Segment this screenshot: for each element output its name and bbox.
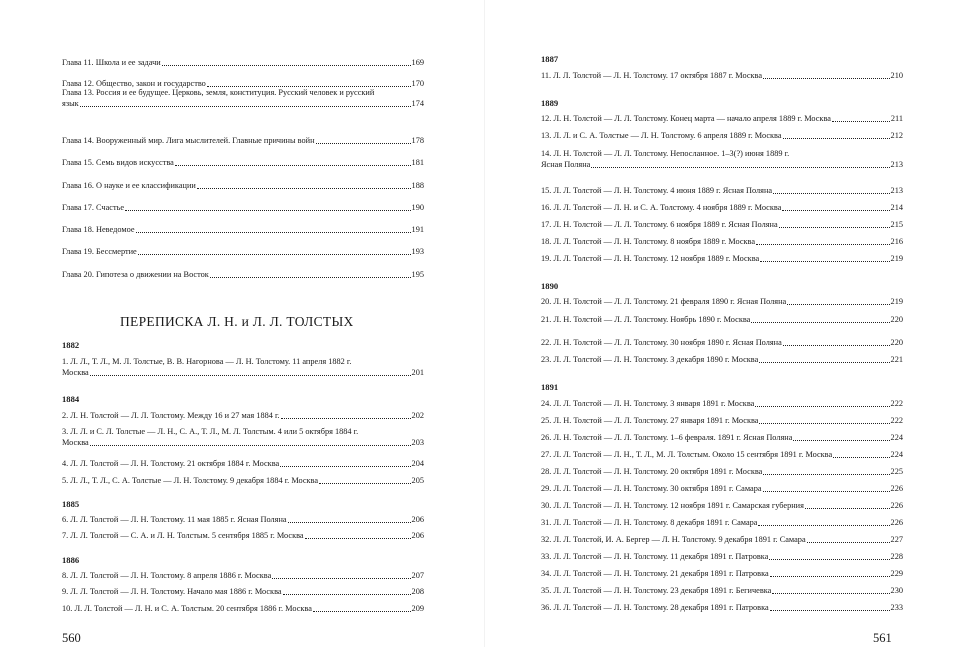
year-heading: 1887 — [541, 54, 559, 64]
leader-dots — [175, 165, 411, 166]
year-heading: 1885 — [62, 499, 80, 509]
entry-row — [541, 202, 903, 213]
entry-row — [541, 500, 903, 511]
leader-dots — [756, 244, 890, 245]
entry-page-number: 226 — [890, 518, 903, 527]
entry-row — [541, 449, 903, 460]
leader-dots — [136, 232, 411, 233]
leader-dots — [763, 491, 890, 492]
entry-page-number: 215 — [890, 220, 903, 229]
entry-row — [62, 57, 424, 68]
entry-row — [62, 367, 424, 378]
entry-row — [541, 483, 903, 494]
entry-page-number: 206 — [411, 515, 424, 524]
entry-text: Москва — [62, 368, 89, 377]
entry-text: 13. Л. Л. и С. А. Толстые — Л. Н. Толстому. 6 апреля 1889 г. Москва — [541, 131, 782, 140]
entry-row — [62, 603, 424, 614]
letter-entry — [62, 410, 424, 421]
entry-text: 2. Л. Н. Толстой — Л. Л. Толстому. Между 16 и 27 мая 1884 г. — [62, 411, 280, 420]
entry-page-number: 188 — [411, 181, 424, 190]
leader-dots — [138, 254, 411, 255]
entry-page-number: 216 — [890, 237, 903, 246]
year-heading: 1882 — [62, 340, 80, 350]
entry-text-line1: Глава 13. Россия и ее будущее. Церковь, земля, конституция. Русский человек и русский — [62, 88, 375, 97]
entry-page-number: 222 — [890, 416, 903, 425]
letter-entry — [62, 426, 424, 448]
entry-text-line1: 1. Л. Л., Т. Л., М. Л. Толстые, В. В. Нагорнова — Л. Н. Толстому. 11 апреля 1882 г. — [62, 357, 352, 366]
leader-dots — [272, 578, 410, 579]
leader-dots — [197, 188, 411, 189]
leader-dots — [805, 508, 890, 509]
chapter-entry — [62, 202, 424, 213]
entry-page-number: 205 — [411, 476, 424, 485]
entry-text: 33. Л. Л. Толстой — Л. Н. Толстому. 11 декабря 1891 г. Патровка — [541, 552, 769, 561]
entry-row — [541, 585, 903, 596]
entry-row — [541, 185, 903, 196]
letter-entry — [541, 466, 903, 477]
entry-page-number: 220 — [890, 315, 903, 324]
entry-text: 10. Л. Л. Толстой — Л. Н. и С. А. Толстым. 20 сентября 1886 г. Москва — [62, 604, 312, 613]
letter-entry — [541, 602, 903, 613]
entry-text: 19. Л. Л. Толстой — Л. Н. Толстому. 12 ноября 1889 г. Москва — [541, 254, 760, 263]
entry-page-number: 207 — [411, 571, 424, 580]
entry-page-number: 170 — [411, 79, 424, 88]
entry-text: Глава 18. Неведомое — [62, 225, 135, 234]
entry-row — [62, 514, 424, 525]
entry-row — [62, 269, 424, 280]
entry-row — [541, 415, 903, 426]
entry-page-number: 233 — [890, 603, 903, 612]
letter-entry — [62, 475, 424, 486]
entry-row — [541, 70, 903, 81]
letter-entry — [541, 202, 903, 213]
entry-text: 9. Л. Л. Толстой — Л. Н. Толстому. Начало мая 1886 г. Москва — [62, 587, 282, 596]
entry-page-number: 211 — [890, 114, 903, 123]
letter-entry — [541, 337, 903, 348]
entry-text: 30. Л. Л. Толстой — Л. Н. Толстому. 12 ноября 1891 г. Самарская губерния — [541, 501, 804, 510]
entry-text: 5. Л. Л., Т. Л., С. А. Толстые — Л. Н. Толстому. 9 декабря 1884 г. Москва — [62, 476, 319, 485]
leader-dots — [770, 610, 890, 611]
leader-dots — [793, 440, 889, 441]
entry-text: язык — [62, 99, 79, 108]
leader-dots — [288, 522, 411, 523]
leader-dots — [773, 193, 889, 194]
letter-entry — [62, 356, 424, 378]
letter-entry — [541, 415, 903, 426]
leader-dots — [80, 106, 411, 107]
entry-row — [541, 113, 903, 124]
letter-entry — [541, 534, 903, 545]
letter-entry — [541, 130, 903, 141]
entry-row — [62, 437, 424, 448]
letter-entry — [541, 296, 903, 307]
chapter-entry — [62, 157, 424, 168]
entry-row — [541, 236, 903, 247]
entry-page-number: 201 — [411, 368, 424, 377]
entry-row — [541, 517, 903, 528]
entry-page-number: 224 — [890, 433, 903, 442]
letter-entry — [541, 354, 903, 365]
entry-text-line1: 3. Л. Л. и С. Л. Толстые — Л. Н., С. А., Т. Л., М. Л. Толстым. 4 или 5 октября 1884 г. — [62, 427, 359, 436]
leader-dots — [319, 483, 410, 484]
entry-page-number: 229 — [890, 569, 903, 578]
leader-dots — [772, 593, 889, 594]
entry-text: Глава 12. Общество, закон и государство — [62, 79, 206, 88]
entry-row — [62, 458, 424, 469]
entry-text: 4. Л. Л. Толстой — Л. Н. Толстому. 21 октября 1884 г. Москва — [62, 459, 280, 468]
entry-page-number: 193 — [411, 247, 424, 256]
entry-text: 27. Л. Л. Толстой — Л. Н., Т. Л., М. Л. Толстым. Около 15 сентября 1891 г. Москва — [541, 450, 833, 459]
entry-text: 25. Л. Н. Толстой — Л. Л. Толстому. 27 января 1891 г. Москва — [541, 416, 759, 425]
entry-text: 35. Л. Л. Толстой — Л. Н. Толстому. 23 декабря 1891 г. Бегичевка — [541, 586, 772, 595]
entry-page-number: 219 — [890, 297, 903, 306]
letter-entry — [541, 236, 903, 247]
leader-dots — [758, 525, 889, 526]
chapter-entry — [62, 246, 424, 257]
entry-page-number: 213 — [890, 186, 903, 195]
leader-dots — [787, 304, 889, 305]
chapter-entry — [62, 87, 424, 109]
entry-text: 24. Л. Л. Толстой — Л. Н. Толстому. 3 января 1891 г. Москва — [541, 399, 755, 408]
entry-row — [541, 466, 903, 477]
leader-dots — [779, 227, 890, 228]
chapter-entry — [62, 135, 424, 146]
entry-row — [541, 296, 903, 307]
leader-dots — [591, 167, 889, 168]
letter-entry — [62, 530, 424, 541]
entry-text: 16. Л. Л. Толстой — Л. Н. и С. А. Толстому. 4 ноября 1889 г. Москва — [541, 203, 782, 212]
entry-page-number: 227 — [890, 535, 903, 544]
entry-page-number: 204 — [411, 459, 424, 468]
leader-dots — [316, 143, 411, 144]
entry-text: Глава 11. Школа и ее задачи — [62, 58, 161, 67]
entry-text: 15. Л. Л. Толстой — Л. Н. Толстому. 4 июня 1889 г. Ясная Поляна — [541, 186, 773, 195]
entry-row — [62, 410, 424, 421]
entry-text: 21. Л. Н. Толстой — Л. Л. Толстому. Ноябрь 1890 г. Москва — [541, 315, 751, 324]
letter-entry — [541, 253, 903, 264]
letter-entry — [541, 219, 903, 230]
entry-page-number: 230 — [890, 586, 903, 595]
leader-dots — [125, 210, 410, 211]
letter-entry — [541, 568, 903, 579]
entry-page-number: 181 — [411, 158, 424, 167]
letter-entry — [541, 585, 903, 596]
leader-dots — [759, 362, 889, 363]
entry-page-number: 208 — [411, 587, 424, 596]
letter-entry — [541, 314, 903, 325]
letter-entry — [62, 570, 424, 581]
entry-page-number: 219 — [890, 254, 903, 263]
chapter-entry — [62, 57, 424, 68]
chapter-entry — [62, 269, 424, 280]
leader-dots — [210, 277, 411, 278]
entry-text: 8. Л. Л. Толстой — Л. Н. Толстому. 8 апреля 1886 г. Москва — [62, 571, 272, 580]
page-number-left: 560 — [62, 631, 81, 645]
letter-entry — [541, 70, 903, 81]
entry-row — [541, 314, 903, 325]
leader-dots — [280, 466, 410, 467]
right-page — [485, 0, 970, 647]
entry-row — [62, 475, 424, 486]
entry-page-number: 174 — [411, 99, 424, 108]
leader-dots — [281, 418, 411, 419]
entry-row — [541, 219, 903, 230]
entry-page-number: 195 — [411, 270, 424, 279]
entry-row — [541, 337, 903, 348]
entry-page-number: 212 — [890, 131, 903, 140]
entry-page-number: 222 — [890, 399, 903, 408]
entry-page-number: 224 — [890, 450, 903, 459]
leader-dots — [783, 345, 890, 346]
year-heading: 1886 — [62, 555, 80, 565]
entry-text: Глава 15. Семь видов искусства — [62, 158, 174, 167]
entry-page-number: 209 — [411, 604, 424, 613]
leader-dots — [833, 457, 889, 458]
leader-dots — [763, 474, 889, 475]
entry-row — [62, 224, 424, 235]
entry-page-number: 203 — [411, 438, 424, 447]
leader-dots — [769, 559, 889, 560]
year-heading: 1889 — [541, 98, 559, 108]
entry-page-number: 228 — [890, 552, 903, 561]
entry-row — [541, 432, 903, 443]
entry-text: 17. Л. Н. Толстой — Л. Л. Толстому. 6 ноября 1889 г. Ясная Поляна — [541, 220, 778, 229]
entry-page-number: 220 — [890, 338, 903, 347]
entry-page-number: 191 — [411, 225, 424, 234]
letter-entry — [541, 449, 903, 460]
leader-dots — [763, 78, 890, 79]
entry-page-number: 202 — [411, 411, 424, 420]
entry-page-number: 206 — [411, 531, 424, 540]
letter-entry — [62, 603, 424, 614]
entry-text: Москва — [62, 438, 89, 447]
entry-row — [62, 180, 424, 191]
letter-entry — [541, 483, 903, 494]
entry-row — [62, 157, 424, 168]
letter-entry — [62, 458, 424, 469]
entry-text: 34. Л. Л. Толстой — Л. Н. Толстому. 21 декабря 1891 г. Патровка — [541, 569, 769, 578]
entry-row — [62, 246, 424, 257]
letter-entry — [541, 551, 903, 562]
entry-page-number: 190 — [411, 203, 424, 212]
entry-page-number: 214 — [890, 203, 903, 212]
entry-row — [62, 570, 424, 581]
leader-dots — [807, 542, 890, 543]
entry-page-number: 221 — [890, 355, 903, 364]
letter-entry — [541, 148, 903, 170]
year-heading: 1891 — [541, 382, 559, 392]
entry-row — [541, 354, 903, 365]
entry-text: 26. Л. Н. Толстой — Л. Л. Толстому. 1–6 февраля. 1891 г. Ясная Поляна — [541, 433, 793, 442]
entry-row — [62, 530, 424, 541]
entry-row — [541, 398, 903, 409]
letter-entry — [541, 500, 903, 511]
year-heading: 1884 — [62, 394, 80, 404]
letter-entry — [541, 185, 903, 196]
entry-text: Ясная Поляна — [541, 160, 591, 169]
leader-dots — [759, 423, 889, 424]
entry-row — [541, 568, 903, 579]
entry-text: 28. Л. Л. Толстой — Л. Н. Толстому. 20 октября 1891 г. Москва — [541, 467, 763, 476]
entry-page-number: 213 — [890, 160, 903, 169]
leader-dots — [751, 322, 889, 323]
leader-dots — [755, 406, 889, 407]
entry-text: 36. Л. Л. Толстой — Л. Н. Толстому. 28 декабря 1891 г. Патровка — [541, 603, 769, 612]
leader-dots — [313, 611, 411, 612]
entry-row — [541, 602, 903, 613]
chapter-entry — [62, 180, 424, 191]
entry-row — [541, 534, 903, 545]
letter-entry — [62, 514, 424, 525]
entry-text: Глава 14. Вооруженный мир. Лига мыслителей. Главные причины войн — [62, 136, 315, 145]
entry-text: 23. Л. Л. Толстой — Л. Н. Толстому. 3 декабря 1890 г. Москва — [541, 355, 759, 364]
leader-dots — [305, 538, 411, 539]
entry-text: Глава 16. О науке и ее классификации — [62, 181, 196, 190]
entry-page-number: 226 — [890, 501, 903, 510]
entry-page-number: 210 — [890, 71, 903, 80]
leader-dots — [783, 138, 890, 139]
leader-dots — [770, 576, 890, 577]
entry-row — [541, 253, 903, 264]
entry-text: 31. Л. Л. Толстой — Л. Н. Толстому. 8 декабря 1891 г. Самара — [541, 518, 758, 527]
leader-dots — [760, 261, 889, 262]
leader-dots — [162, 65, 411, 66]
entry-row — [541, 551, 903, 562]
entry-row — [62, 202, 424, 213]
entry-text: 11. Л. Л. Толстой — Л. Н. Толстому. 17 октября 1887 г. Москва — [541, 71, 763, 80]
entry-text: 18. Л. Л. Толстой — Л. Н. Толстому. 8 ноября 1889 г. Москва — [541, 237, 756, 246]
entry-text: 6. Л. Л. Толстой — Л. Н. Толстому. 11 мая 1885 г. Ясная Поляна — [62, 515, 287, 524]
section-title: ПЕРЕПИСКА Л. Н. и Л. Л. ТОЛСТЫХ — [120, 314, 354, 329]
entry-page-number: 169 — [411, 58, 424, 67]
leader-dots — [782, 210, 889, 211]
entry-text: 29. Л. Л. Толстой — Л. Н. Толстому. 30 октября 1891 г. Самара — [541, 484, 762, 493]
entry-text-line1: 14. Л. Н. Толстой — Л. Л. Толстому. Непосланное. 1–3(?) июня 1889 г. — [541, 149, 790, 158]
leader-dots — [90, 375, 411, 376]
leader-dots — [283, 594, 411, 595]
letter-entry — [541, 398, 903, 409]
year-heading: 1890 — [541, 281, 559, 291]
page-number-right: 561 — [873, 631, 892, 645]
leader-dots — [832, 121, 890, 122]
entry-row — [62, 135, 424, 146]
leader-dots — [90, 445, 411, 446]
entry-page-number: 225 — [890, 467, 903, 476]
entry-text: 7. Л. Л. Толстой — С. А. и Л. Н. Толстым. 5 сентября 1885 г. Москва — [62, 531, 304, 540]
entry-row — [541, 130, 903, 141]
entry-text: Глава 19. Бессмертие — [62, 247, 137, 256]
letter-entry — [62, 586, 424, 597]
entry-text: 22. Л. Н. Толстой — Л. Л. Толстому. 30 ноября 1890 г. Ясная Поляна — [541, 338, 782, 347]
entry-text: Глава 20. Гипотеза о движении на Восток — [62, 270, 209, 279]
entry-text: 12. Л. Н. Толстой — Л. Л. Толстому. Конец марта — начало апреля 1889 г. Москва — [541, 114, 831, 123]
entry-row — [62, 586, 424, 597]
entry-page-number: 178 — [411, 136, 424, 145]
entry-text: 20. Л. Н. Толстой — Л. Л. Толстому. 21 февраля 1890 г. Ясная Поляна — [541, 297, 787, 306]
letter-entry — [541, 517, 903, 528]
entry-page-number: 226 — [890, 484, 903, 493]
chapter-entry — [62, 224, 424, 235]
entry-row — [541, 159, 903, 170]
entry-text: 32. Л. Л. Толстой, И. А. Бергер — Л. Н. Толстому. 9 декабря 1891 г. Самара — [541, 535, 806, 544]
entry-text: Глава 17. Счастье — [62, 203, 125, 212]
entry-row — [62, 98, 424, 109]
letter-entry — [541, 432, 903, 443]
letter-entry — [541, 113, 903, 124]
